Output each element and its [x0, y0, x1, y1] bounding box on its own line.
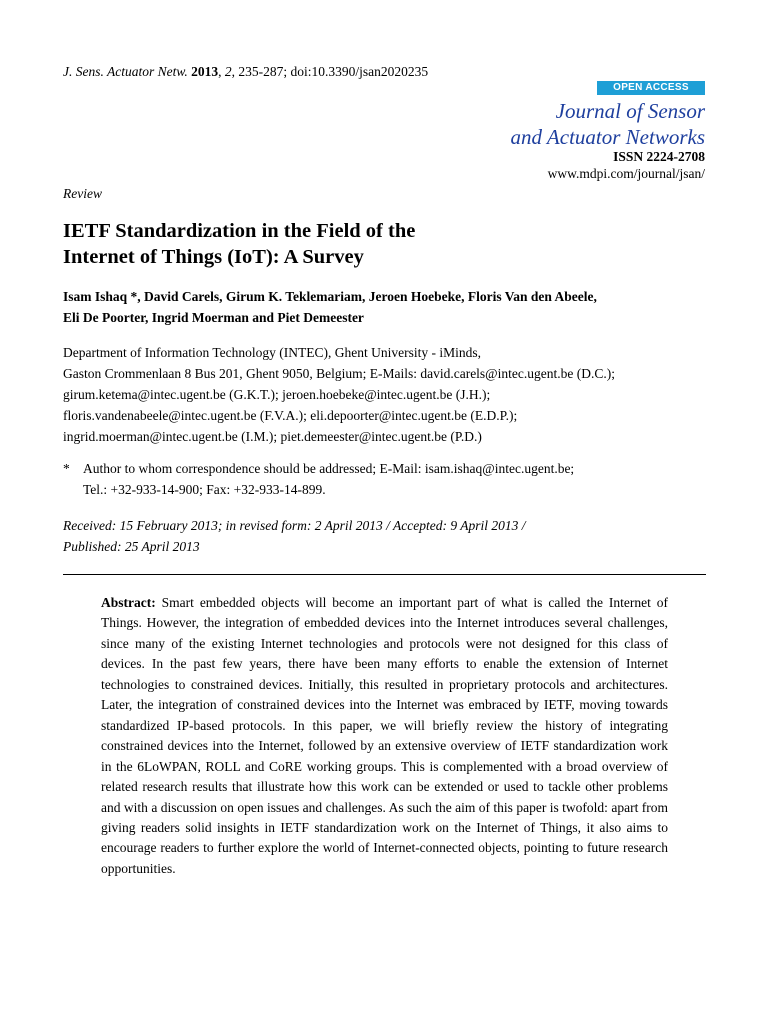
section-divider [63, 574, 706, 575]
correspondence-mark: * [63, 461, 70, 476]
citation-pages-doi: , 235-287; doi:10.3390/jsan2020235 [231, 64, 429, 79]
abstract-text: Smart embedded objects will become an important part of what is called the Internet of Things. However, the integration of embedded devices into the Internet introduces several challenges, since many of the existing Internet technologies and protocols were not designed for this class of devices. In the past few years, there have been many efforts to enable the extension of Internet technologies to constrained devices. Initially, this resulted in proprietary protocols and architectures. Later, the integration of constrained devices into the Internet was embraced by IETF, moving towards standardized IP-based protocols. In this paper, we will briefly review the history of integrating constrained devices into the Internet, followed by an extensive overview of IETF standardization work in the 6LoWPAN, ROLL and CoRE working groups. This is complemented with a broad overview of related research results that illustrate how this work can be extended or used to tackle other problems and with a discussion on open issues and challenges. As such the aim of this paper is twofold: apart from giving readers solid insights in IETF standardization work on the Internet of Things, it also aims to encourage readers to further explore the world of Internet-connected objects, pointing to future research opportunities. [101, 595, 668, 876]
affiliation [63, 342, 723, 447]
dates-line-2: Published: 25 April 2013 [63, 539, 200, 554]
paper-title-line-1: IETF Standardization in the Field of the [63, 220, 416, 242]
author-list [63, 286, 723, 328]
dates-line-1: Received: 15 February 2013; in revised form: 2 April 2013 / Accepted: 9 April 2013 / [63, 518, 526, 533]
citation-year: 2013 [191, 64, 219, 79]
affiliation-line: Gaston Crommenlaan 8 Bus 201, Ghent 9050, Belgium; E-Mails: david.carels@intec.ugent.be (D.C.); [63, 366, 615, 381]
affiliation-line: ingrid.moerman@intec.ugent.be (I.M.); piet.demeester@intec.ugent.be (P.D.) [63, 429, 482, 444]
paper-title [63, 218, 623, 270]
citation-line: J. Sens. Actuator Netw. 2013, 2, 235-287; doi:10.3390/jsan2020235 [63, 64, 429, 79]
journal-name [405, 98, 705, 150]
journal-name-line-1: Journal of Sensor [555, 99, 705, 123]
correspondence-line-2: Tel.: +32-933-14-900; Fax: +32-933-14-899. [83, 482, 326, 497]
abstract-label: Abstract: [101, 595, 156, 610]
paper-title-line-2: Internet of Things (IoT): A Survey [63, 246, 364, 268]
author-line-1: Isam Ishaq *, David Carels, Girum K. Teklemariam, Jeroen Hoebeke, Floris Van den Abeele, [63, 289, 597, 304]
citation-volume: 2 [224, 64, 232, 79]
affiliation-line: floris.vandenabeele@intec.ugent.be (F.V.A.); eli.depoorter@intec.ugent.be (E.D.P.); [63, 408, 518, 423]
correspondence-line-1: Author to whom correspondence should be addressed; E-Mail: isam.ishaq@intec.ugent.be; [83, 461, 575, 476]
abstract [101, 593, 668, 879]
article-type: Review [63, 186, 102, 201]
journal-url[interactable]: www.mdpi.com/journal/jsan/ [547, 166, 705, 181]
author-line-2: Eli De Poorter, Ingrid Moerman and Piet Demeester [63, 310, 364, 325]
journal-name-line-2: and Actuator Networks [510, 125, 705, 149]
open-access-badge: OPEN ACCESS [597, 81, 705, 95]
issn: ISSN 2224-2708 [613, 149, 705, 164]
publication-dates [63, 515, 723, 557]
affiliation-line: Department of Information Technology (INTEC), Ghent University - iMinds, [63, 345, 481, 360]
affiliation-line: girum.ketema@intec.ugent.be (G.K.T.); jeroen.hoebeke@intec.ugent.be (J.H.); [63, 387, 491, 402]
journal-abbreviation: J. Sens. Actuator Netw. [63, 64, 188, 79]
